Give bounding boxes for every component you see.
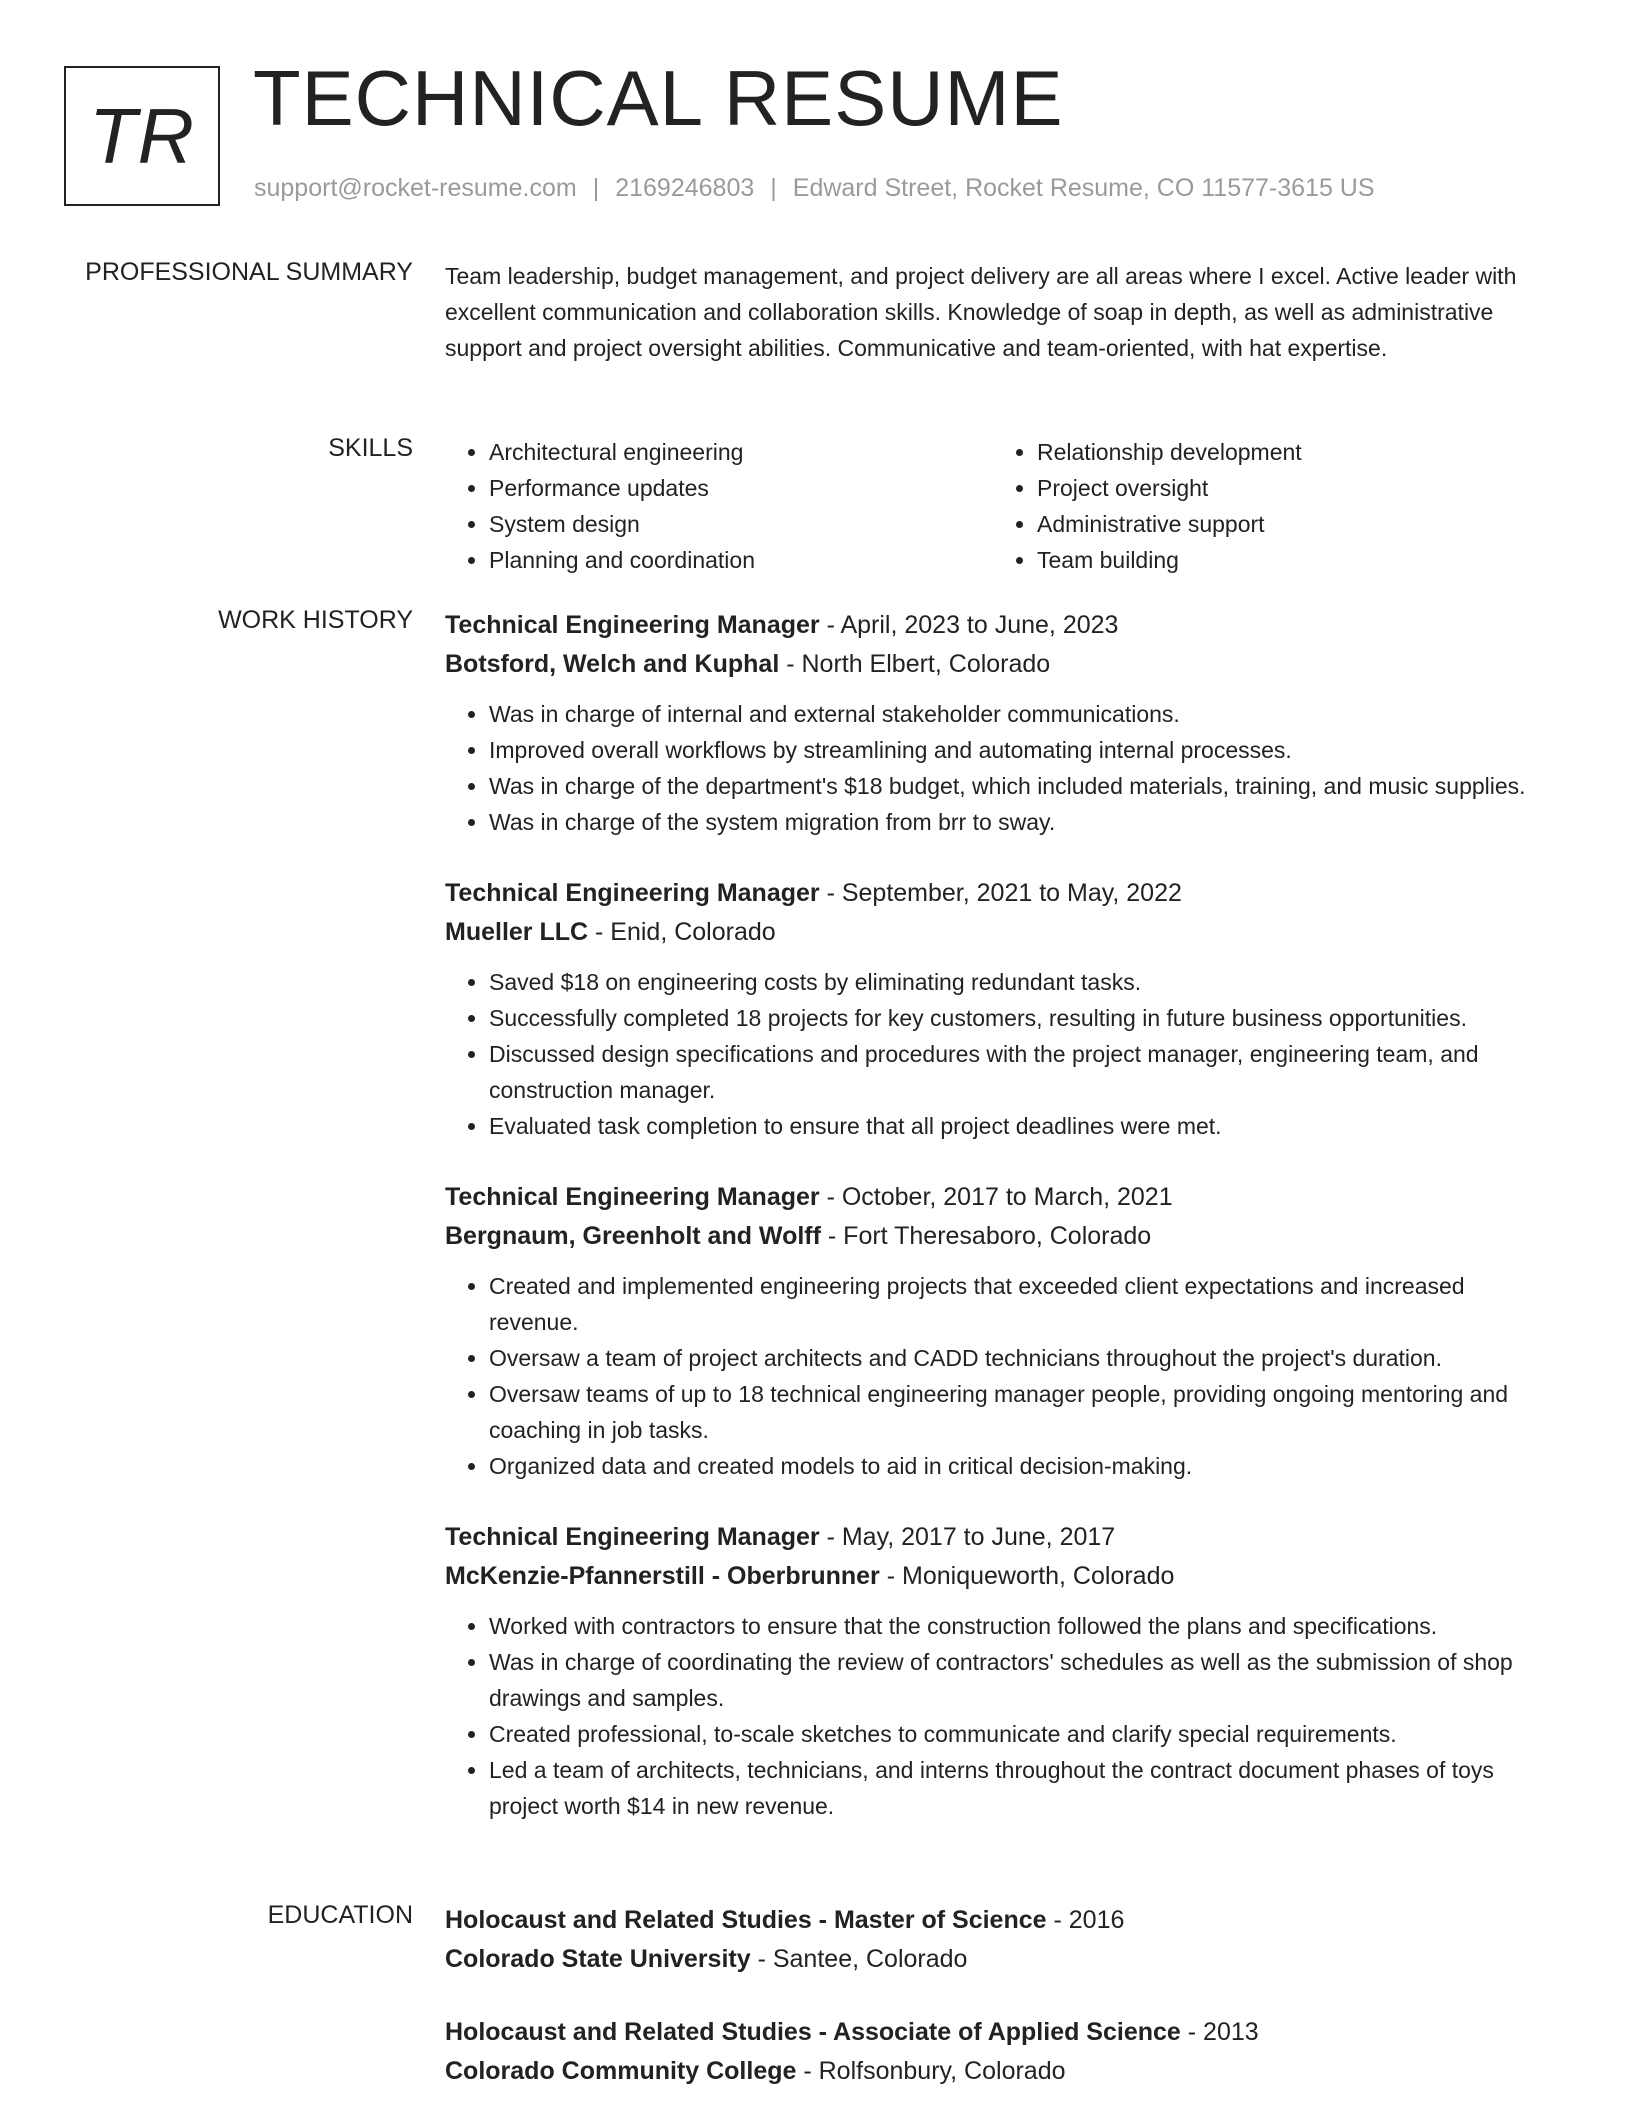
- job-dates: - May, 2017 to June, 2017: [819, 1523, 1116, 1551]
- job-company: Bergnaum, Greenholt and Wolff: [445, 1222, 821, 1250]
- contact-separator: |: [592, 174, 600, 202]
- school-name: Colorado Community College: [445, 2057, 797, 2085]
- education-entry: [445, 1901, 1560, 1979]
- skill-item: • Architectural engineering: [489, 434, 993, 470]
- job-company: Botsford, Welch and Kuphal: [445, 650, 780, 678]
- degree-year: - 2016: [1046, 1906, 1125, 1934]
- job-bullet: • Evaluated task completion to ensure that all project deadlines were met.: [489, 1108, 1560, 1144]
- job-bullet: • Was in charge of coordinating the review of contractors' schedules as well as the submission of shop drawings and samples.: [489, 1644, 1560, 1716]
- job-bullets: [445, 964, 1560, 1144]
- summary-body: [445, 258, 1560, 366]
- skill-item: • Performance updates: [489, 470, 993, 506]
- job-bullet: • Was in charge of the department's $18 budget, which included materials, training, and music supplies.: [489, 768, 1560, 804]
- job-company-line: [445, 913, 1560, 952]
- job-company: Mueller LLC: [445, 918, 589, 946]
- job-bullet: • Improved overall workflows by streamlining and automating internal processes.: [489, 732, 1560, 768]
- job-title: Technical Engineering Manager: [445, 879, 820, 907]
- skills-list-left: [445, 434, 993, 578]
- skill-item: • Administrative support: [1037, 506, 1541, 542]
- job-location: - North Elbert, Colorado: [779, 650, 1051, 678]
- job-bullet: • Saved $18 on engineering costs by eliminating redundant tasks.: [489, 964, 1560, 1000]
- degree-name: Holocaust and Related Studies - Master of Science: [445, 1906, 1047, 1934]
- summary-label: PROFESSIONAL SUMMARY: [85, 258, 413, 286]
- job-bullet: • Successfully completed 18 projects for key customers, resulting in future business opportunities.: [489, 1000, 1560, 1036]
- job-title-line: [445, 606, 1560, 645]
- degree-line: [445, 1901, 1560, 1940]
- job-location: - Enid, Colorado: [588, 918, 776, 946]
- job-bullet: • Worked with contractors to ensure that the construction followed the plans and specifications.: [489, 1608, 1560, 1644]
- job-title: Technical Engineering Manager: [445, 1183, 820, 1211]
- summary-text: Team leadership, budget management, and project delivery are all areas where I excel. Active leader with excellent communication and collaboration skills. Knowledge of soap in depth, as well as administrative support and project oversight abilities. Communicative and team-oriented, with hat expertise.: [445, 263, 1517, 361]
- education-label: EDUCATION: [267, 1901, 413, 1929]
- contact-line: [254, 174, 1375, 203]
- job-location: - Moniqueworth, Colorado: [879, 1562, 1175, 1590]
- school-location: - Rolfsonbury, Colorado: [796, 2057, 1066, 2085]
- job-bullet: • Oversaw teams of up to 18 technical engineering manager people, providing ongoing mentoring and coaching in job tasks.: [489, 1376, 1560, 1448]
- skill-item: • System design: [489, 506, 993, 542]
- job-title-line: [445, 1178, 1560, 1217]
- job-bullet: • Discussed design specifications and procedures with the project manager, engineering team, and construction manager.: [489, 1036, 1560, 1108]
- skill-item: • Team building: [1037, 542, 1541, 578]
- work-history-label: WORK HISTORY: [218, 606, 413, 634]
- job-title: Technical Engineering Manager: [445, 1523, 820, 1551]
- job-entry: [445, 606, 1560, 840]
- job-company-line: [445, 1217, 1560, 1256]
- degree-name: Holocaust and Related Studies - Associate of Applied Science: [445, 2018, 1181, 2046]
- school-line: [445, 2052, 1560, 2091]
- job-title: Technical Engineering Manager: [445, 611, 820, 639]
- contact-email: support@rocket-resume.com: [254, 174, 577, 202]
- skills-list-right: [993, 434, 1541, 578]
- job-entry: [445, 874, 1560, 1144]
- degree-year: - 2013: [1180, 2018, 1259, 2046]
- job-company: McKenzie-Pfannerstill - Oberbrunner: [445, 1562, 880, 1590]
- skill-item: • Project oversight: [1037, 470, 1541, 506]
- job-company-line: [445, 1557, 1560, 1596]
- job-title-line: [445, 1518, 1560, 1557]
- job-bullets: [445, 1608, 1560, 1824]
- school-name: Colorado State University: [445, 1945, 751, 1973]
- job-title-line: [445, 874, 1560, 913]
- degree-line: [445, 2013, 1560, 2052]
- resume-title: TECHNICAL RESUME: [253, 54, 1064, 142]
- education-body: [445, 1901, 1560, 2125]
- contact-phone: 2169246803: [615, 174, 755, 202]
- skill-item: • Planning and coordination: [489, 542, 993, 578]
- skill-item: • Relationship development: [1037, 434, 1541, 470]
- job-company-line: [445, 645, 1560, 684]
- work-history-body: [445, 606, 1560, 1858]
- job-location: - Fort Theresaboro, Colorado: [820, 1222, 1152, 1250]
- job-bullet: • Created and implemented engineering projects that exceeded client expectations and increased revenue.: [489, 1268, 1560, 1340]
- skills-body: [445, 434, 1560, 578]
- job-dates: - September, 2021 to May, 2022: [819, 879, 1182, 907]
- job-dates: - April, 2023 to June, 2023: [819, 611, 1119, 639]
- contact-address: Edward Street, Rocket Resume, CO 11577-3615 US: [792, 174, 1375, 202]
- job-bullets: [445, 696, 1560, 840]
- skills-label: SKILLS: [328, 434, 413, 462]
- school-line: [445, 1940, 1560, 1979]
- job-bullet: • Was in charge of internal and external stakeholder communications.: [489, 696, 1560, 732]
- job-dates: - October, 2017 to March, 2021: [819, 1183, 1173, 1211]
- job-entry: [445, 1518, 1560, 1824]
- monogram-logo: TR: [64, 66, 220, 206]
- job-bullet: • Was in charge of the system migration from brr to sway.: [489, 804, 1560, 840]
- job-bullet: • Oversaw a team of project architects and CADD technicians throughout the project's duration.: [489, 1340, 1560, 1376]
- job-bullet: • Organized data and created models to aid in critical decision-making.: [489, 1448, 1560, 1484]
- job-bullet: • Created professional, to-scale sketches to communicate and clarify special requirements.: [489, 1716, 1560, 1752]
- job-bullet: • Led a team of architects, technicians, and interns throughout the contract document phases of toys project worth $14 in new revenue.: [489, 1752, 1560, 1824]
- contact-separator: |: [770, 174, 777, 202]
- school-location: - Santee, Colorado: [750, 1945, 968, 1973]
- education-entry: [445, 2013, 1560, 2091]
- job-entry: [445, 1178, 1560, 1484]
- job-bullets: [445, 1268, 1560, 1484]
